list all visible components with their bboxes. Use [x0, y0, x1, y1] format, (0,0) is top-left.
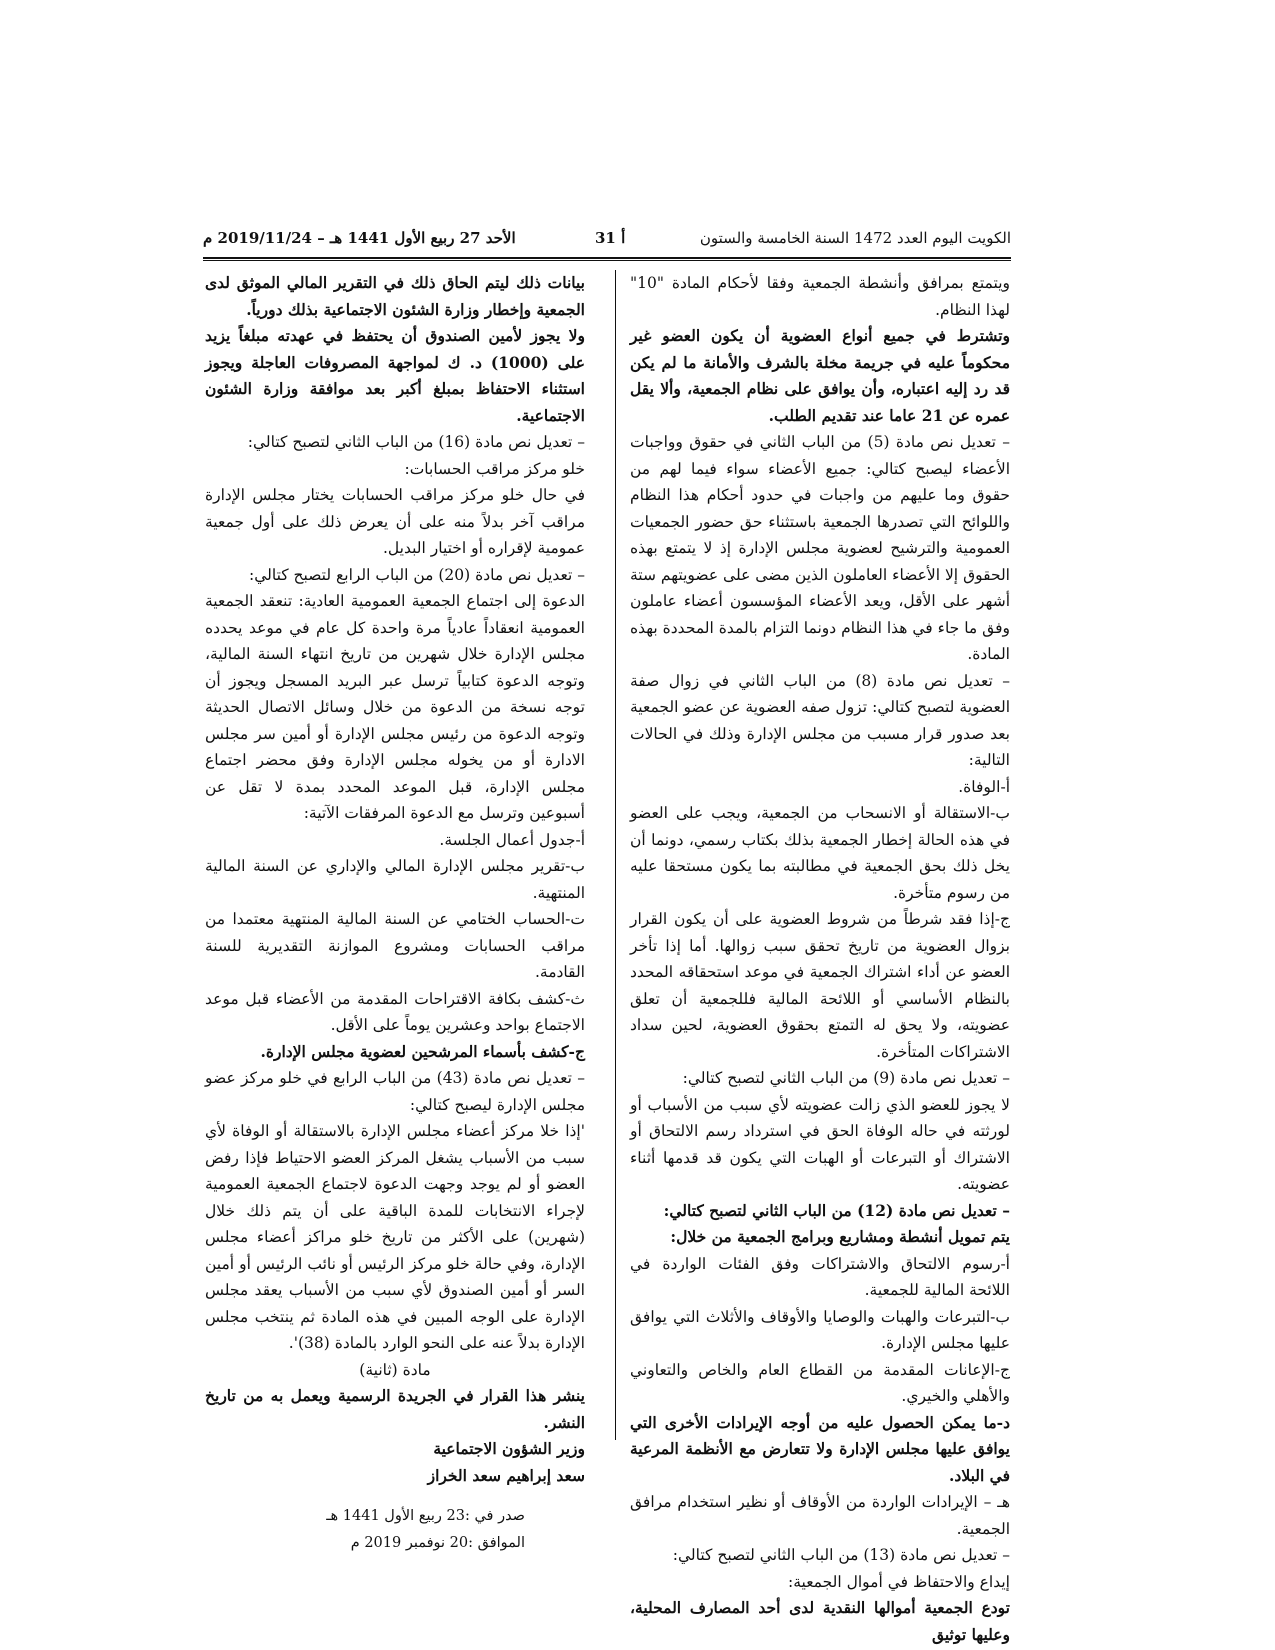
list-item: د-ما يمكن الحصول عليه من أوجه الإيرادات الأخرى التي يوافق عليها مجلس الإدارة ولا تتعارض مع الأنظمة المرعية في البلاد. — [630, 1412, 1010, 1485]
paragraph: ينشر هذا القرار في الجريدة الرسمية ويعمل به من تاريخ النشر. — [205, 1386, 585, 1432]
minister-title: وزير الشؤون الاجتماعية — [433, 1439, 585, 1458]
page-number: أ 31 — [595, 229, 626, 247]
paragraph: بيانات ذلك ليتم الحاق ذلك في التقرير المالي الموثق لدى الجمعية وإخطار وزارة الشئون الاجتماعية بذلك دورياً. — [205, 273, 585, 319]
list-item: ث-كشف بكافة الاقتراحات المقدمة من الأعضاء قبل موعد الاجتماع بواحد وعشرين يوماً على الأقل. — [205, 989, 585, 1034]
paragraph: إيداع والاحتفاظ في أموال الجمعية: — [787, 1572, 1010, 1591]
paragraph: يتم تمويل أنشطة ومشاريع وبرامج الجمعية من خلال: — [670, 1227, 1010, 1246]
list-item: أ-الوفاة. — [958, 777, 1010, 796]
paragraph: وتشترط في جميع أنواع العضوية أن يكون العضو غير محكوماً عليه في جريمة مخلة بالشرف والأمانة ما لم يكن قد رد إليه اعتباره، وأن يوافق على نظام الجمعية، وألا يقل عمره عن 21 عاما عند تقديم الطلب. — [630, 326, 1010, 425]
issued-date-gregorian: الموافق :20 نوفمبر 2019 م — [350, 1534, 525, 1551]
list-item: هـ – الإيرادات الواردة من الأوقاف أو نظير استخدام مرافق الجمعية. — [630, 1493, 1010, 1538]
article-title: مادة (ثانية) — [359, 1360, 431, 1379]
amendment-heading: – تعديل نص مادة (12) من الباب الثاني لتصبح كتالي: — [663, 1200, 1010, 1220]
paragraph: تودع الجمعية أموالها النقدية لدى أحد المصارف المحلية، وعليها توثيق — [630, 1598, 1010, 1644]
gazette-issue-info: الكويت اليوم العدد 1472 السنة الخامسة والستون — [699, 229, 1011, 247]
issued-date-hijri: صدر في :23 ربيع الأول 1441 هـ — [326, 1508, 525, 1524]
list-item: ج-إذا فقد شرطاً من شروط العضوية على أن يكون القرار بزوال العضوية من تاريخ تحقق سبب زوالها. أما إذا تأخر العضو عن أداء اشتراك الجمعية في موعد استحقاقه المحدد بالنظام الأساسي أو اللائحة المالية فللجمعية أن تعلق عضويته، ولا يحق له التمتع بحقوق العضوية، لحين سداد الاشتراكات المتأخرة. — [630, 910, 1010, 1061]
list-item: أ-جدول أعمال الجلسة. — [439, 830, 585, 849]
page-header — [203, 225, 1011, 255]
paragraph: – تعديل نص مادة (8) من الباب الثاني في زوال صفة العضوية لتصبح كتالي: تزول صفه العضوية عن عضو الجمعية بعد صدور قرار مسبب من مجلس الإدارة وذلك في الحالات التالية: — [630, 671, 1010, 769]
paragraph: في حال خلو مركز مراقب الحسابات يختار مجلس الإدارة مراقب آخر بدلاً منه على أن يعرض ذلك على أول جمعية عمومية لإقراره أو اختيار البديل. — [205, 486, 585, 557]
column-divider — [615, 270, 616, 1440]
list-item: ج-الإعانات المقدمة من القطاع العام والخاص والتعاوني والأهلي والخيري. — [630, 1360, 1010, 1405]
paragraph: لا يجوز للعضو الذي زالت عضويته لأي سبب من الأسباب أو لورثته في حاله الوفاة الحق في استرداد رسم الالتحاق أو الاشتراك أو التبرعات أو الهبات التي يكون قد قدمها أثناء عضويته. — [630, 1095, 1010, 1193]
amendment-heading: – تعديل نص مادة (9) من الباب الثاني لتصبح كتالي: — [682, 1069, 1010, 1087]
list-item: ت-الحساب الختامي عن السنة المالية المنتهية معتمدا من مراقب الحسابات ومشروع الموازنة التقديرية للسنة القادمة. — [205, 910, 585, 981]
paragraph: الدعوة إلى اجتماع الجمعية العمومية العادية: تنعقد الجمعية العمومية انعقاداً عادياً مرة واحدة كل عام في موعد يحدده مجلس الإدارة خلال شهرين من تاريخ انتهاء السنة المالية، وتوجه الدعوة كتابياً ترسل عبر البريد المسجل ويجوز أن توجه نسخة من الدعوة من خلال وسائل الاتصال الحديثة وتوجه الدعوة من رئيس مجلس الإدارة أو أمين سر مجلس الادارة أو من يخوله مجلس الإدارة وفق محضر اجتماع مجلس الإدارة، قبل الموعد المحدد بمدة لا تقل عن أسبوعين وترسل مع الدعوة المرفقات الآتية: — [205, 592, 585, 822]
paragraph: ولا يجوز لأمين الصندوق أن يحتفظ في عهدته مبلغاً يزيد على (1000) د. ك لمواجهة المصروفات العاجلة ويجوز استثناء الاحتفاظ بمبلغ أكبر بعد موافقة وزارة الشئون الاجتماعية. — [205, 326, 585, 425]
paragraph: – تعديل نص مادة (5) من الباب الثاني في حقوق وواجبات الأعضاء ليصبح كتالي: جميع الأعضاء سواء فيما لهم من حقوق وما عليهم من واجبات في حدود أحكام هذا النظام واللوائح التي تصدرها الجمعية باستثناء حق حضور الجمعيات العمومية والترشيح لعضوية مجلس الإدارة إذ لا يتمتع بهذه الحقوق إلا الأعضاء العاملون الذين مضى على عضويتهم ستة أشهر على الأقل، ويعد الأعضاء المؤسسون أعضاء عاملون وفق ما جاء في هذا النظام دونما التزام بالمدة المحددة بهذه المادة. — [630, 433, 1010, 663]
left-column — [205, 270, 585, 1556]
amendment-heading: – تعديل نص مادة (20) من الباب الرابع لتصبح كتالي: — [248, 565, 585, 584]
amendment-heading: – تعديل نص مادة (13) من الباب الثاني لتصبح كتالي: — [672, 1546, 1010, 1564]
list-item: ب-التبرعات والهبات والوصايا والأوقاف والأثلاث التي يوافق عليها مجلس الإدارة. — [630, 1307, 1010, 1352]
right-column — [630, 270, 1010, 1648]
amendment-heading: – تعديل نص مادة (43) من الباب الرابع في خلو مركز عضو مجلس الإدارة ليصبح كتالي: — [205, 1069, 585, 1114]
paragraph: 'إذا خلا مركز أعضاء مجلس الإدارة بالاستقالة أو الوفاة لأي سبب من الأسباب يشغل المركز العضو الاحتياط فإذا رفض العضو أو لم يوجد وجهت الدعوة لاجتماع الجمعية العمومية لإجراء الانتخابات للمدة الباقية على أن يتم ذلك خلال (شهرين) على الأكثر من تاريخ خلو مراكز أعضاء مجلس الإدارة، وفي حالة خلو مركز الرئيس أو نائب الرئيس أو أمين السر أو أمين الصندوق لأي سبب من الأسباب يعقد مجلس الإدارة على الوجه المبين في هذه المادة ثم ينتخب مجلس الإدارة بدلاً عنه على النحو الوارد بالمادة (38)'. — [205, 1122, 585, 1352]
section-title: خلو مركز مراقب الحسابات: — [404, 459, 585, 478]
header-rule — [203, 257, 1011, 261]
amendment-heading: – تعديل نص مادة (16) من الباب الثاني لتصبح كتالي: — [247, 433, 585, 451]
paragraph: ويتمتع بمرافق وأنشطة الجمعية وفقا لأحكام المادة "10" لهذا النظام. — [630, 274, 1010, 319]
issue-date: الأحد 27 ربيع الأول 1441 هـ – 2019/11/24 م — [203, 229, 516, 247]
list-item: ب-تقرير مجلس الإدارة المالي والإداري عن السنة المالية المنتهية. — [205, 857, 585, 902]
list-item: أ-رسوم الالتحاق والاشتراكات وفق الفئات الواردة في اللائحة المالية للجمعية. — [630, 1254, 1010, 1299]
minister-name: سعد إبراهيم سعد الخراز — [427, 1465, 585, 1485]
list-item: ب-الاستقالة أو الانسحاب من الجمعية، ويجب على العضو في هذه الحالة إخطار الجمعية بذلك بكتاب رسمي، دونما أن يخل ذلك بحق الجمعية في مطالبته بما يكون مستحقا عليه من رسوم متأخرة. — [630, 804, 1010, 902]
list-item: ج-كشف بأسماء المرشحين لعضوية مجلس الإدارة. — [260, 1041, 585, 1061]
